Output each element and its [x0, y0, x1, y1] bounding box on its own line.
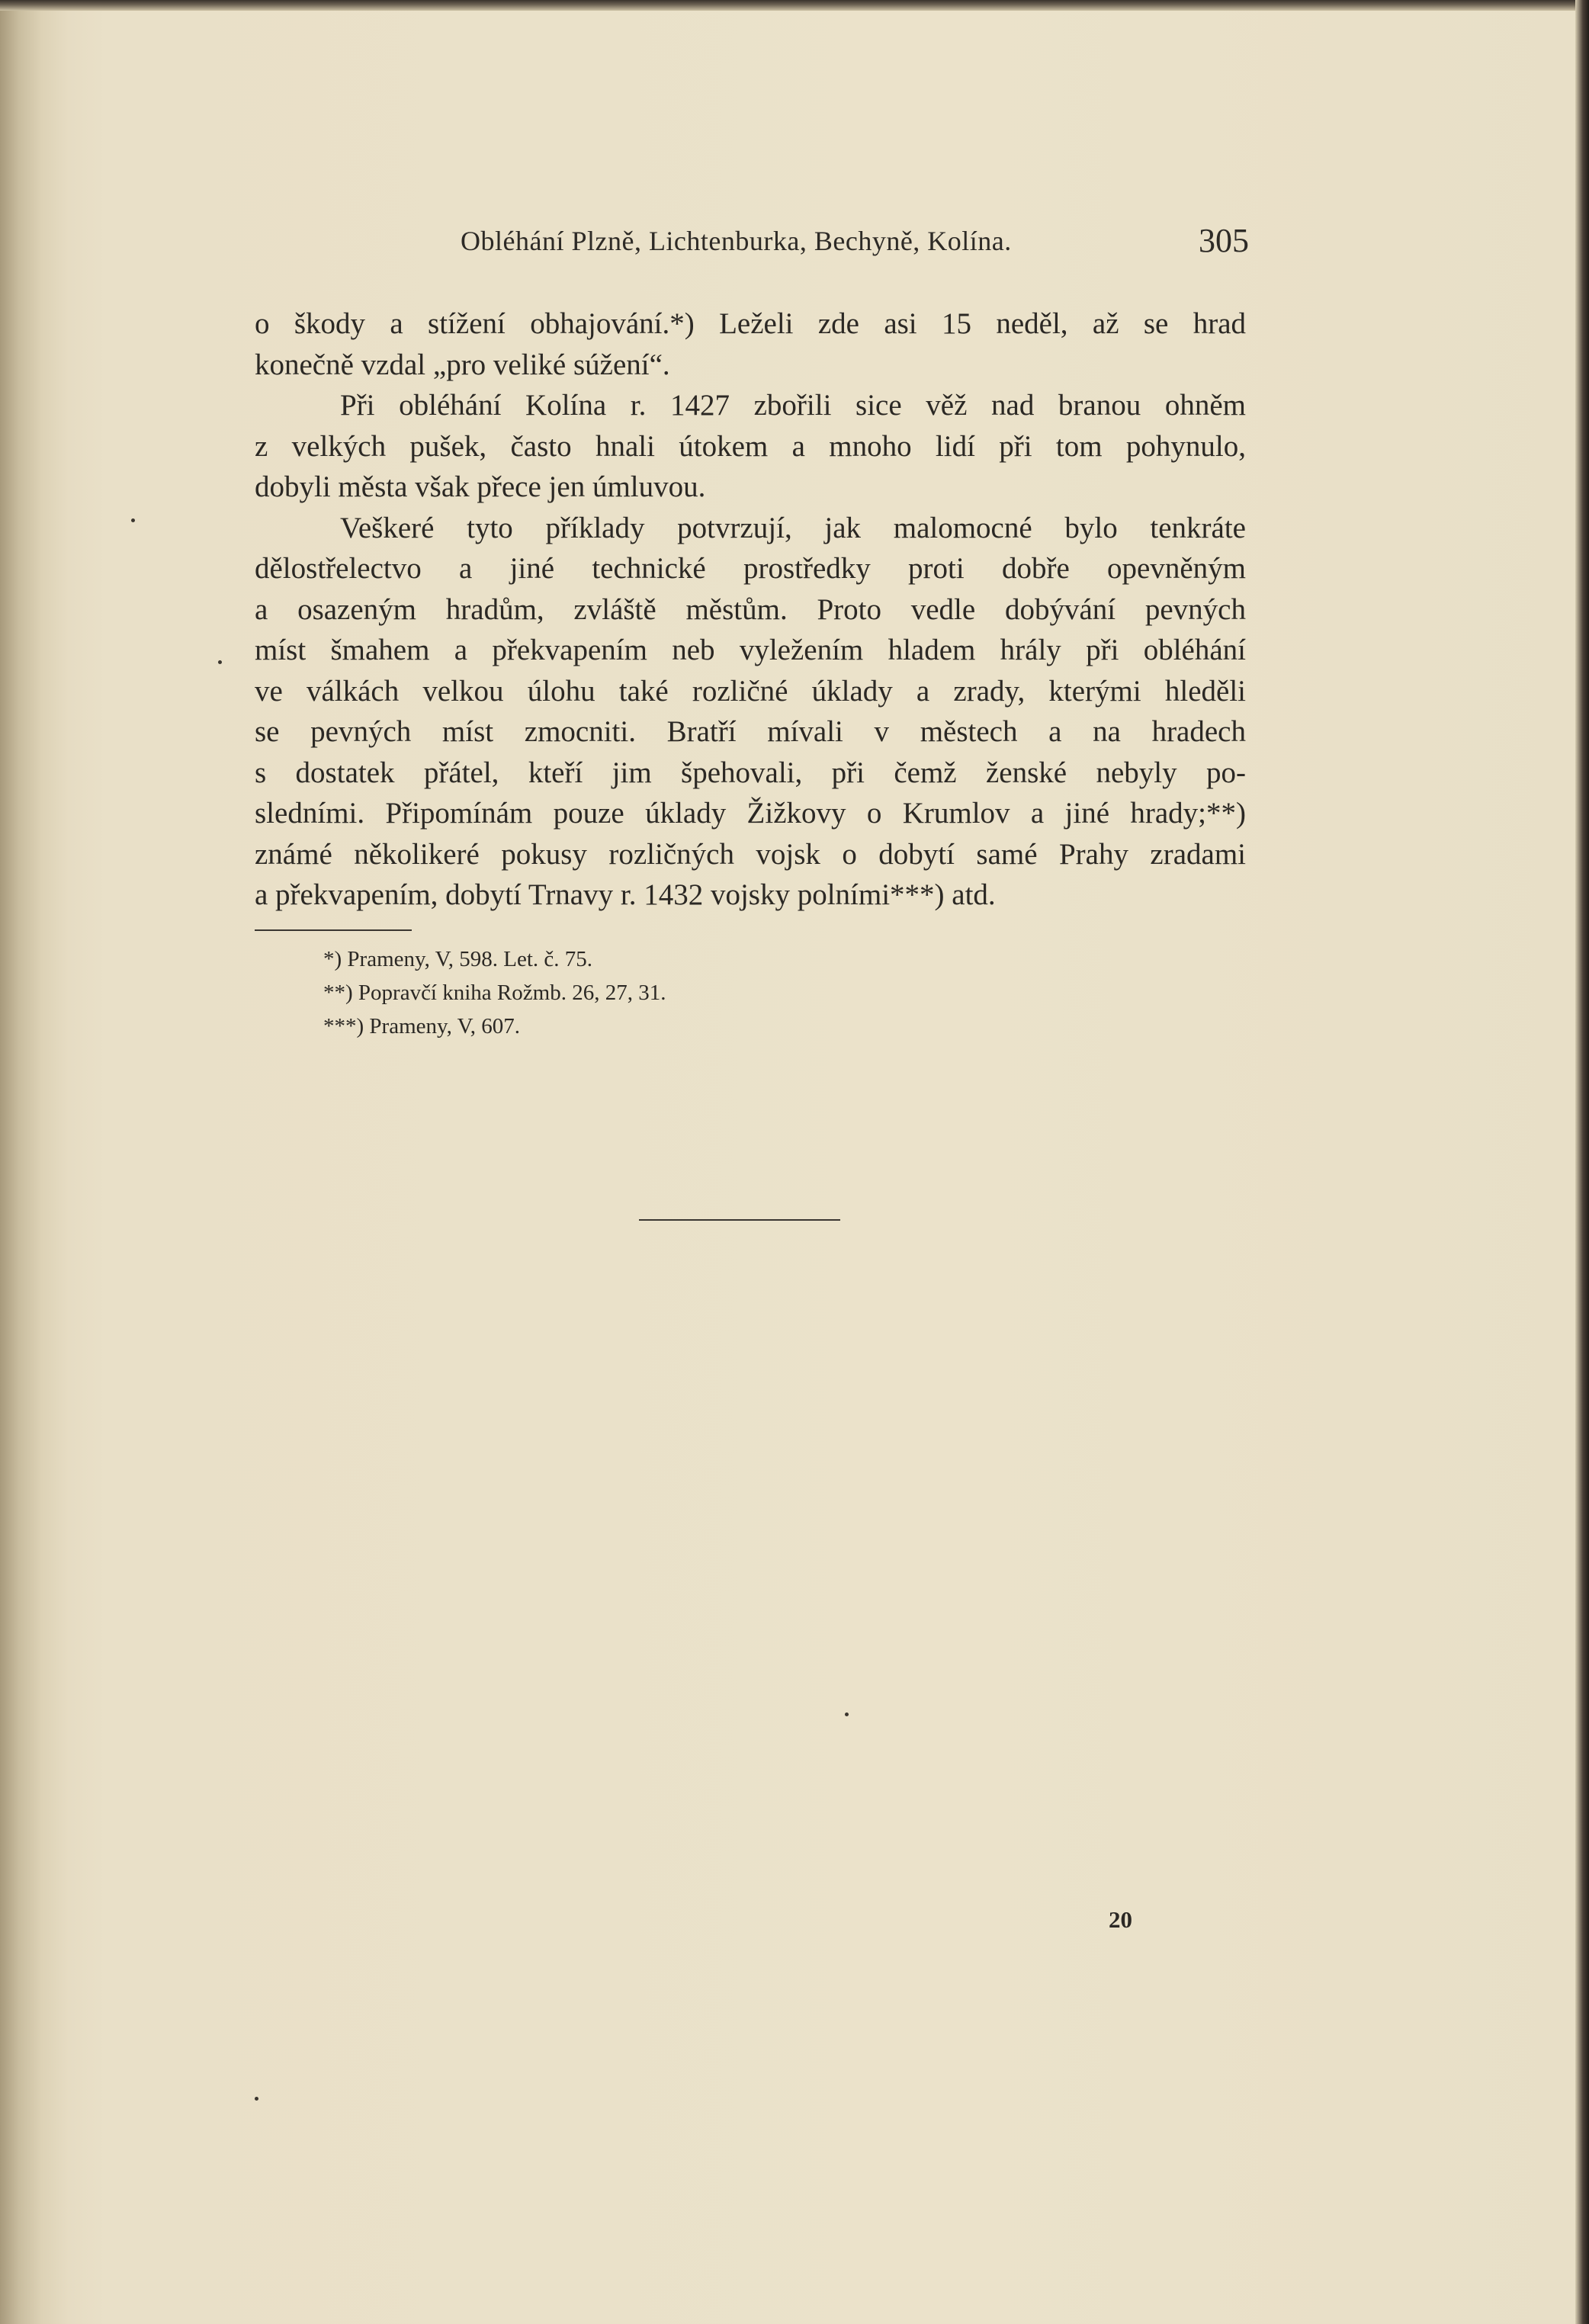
- text-line: dobyli města však přece jen úmluvou.: [255, 470, 706, 503]
- signature-mark: 20: [1109, 1906, 1132, 1933]
- page-number: 305: [1199, 222, 1249, 259]
- section-end-rule: [639, 1219, 840, 1221]
- text-line: se pevných míst zmocniti. Bratří mívali v městech a na hradech: [255, 715, 1246, 748]
- text-line: o škody a stížení obhajování.*) Leželi zde asi 15 neděl, až se hrad: [255, 307, 1246, 340]
- footnotes: [323, 942, 666, 1043]
- text-line: ve válkách velkou úlohu také rozličné úklady a zrady, kterými hleděli: [255, 674, 1246, 708]
- text-line: s dostatek přátel, kteří jim špehovali, při čemž ženské nebyly po-: [255, 756, 1246, 789]
- paper-speck: [845, 1713, 849, 1716]
- running-head: Obléhání Plzně, Lichtenburka, Bechyně, Kolína.: [461, 226, 1012, 256]
- text-line: konečně vzdal „pro veliké súžení“.: [255, 348, 670, 381]
- text-line: z velkých pušek, často hnali útokem a mnoho lidí při tom pohynulo,: [255, 429, 1246, 463]
- footnote: ***) Prameny, V, 607.: [323, 1014, 521, 1038]
- text-line: a osazeným hradům, zvláště městům. Proto vedle dobývání pevných: [255, 592, 1246, 626]
- text-line: Při obléhání Kolína r. 1427 zbořili sice věž nad branou ohněm: [340, 389, 1246, 422]
- text-line: míst šmahem a překvapením neb vyležením hladem hrály při obléhání: [255, 634, 1246, 666]
- footnote: **) Popravčí kniha Rožmb. 26, 27, 31.: [323, 981, 666, 1005]
- text-line: známé několikeré pokusy rozličných vojsk o dobytí samé Prahy zradami: [255, 837, 1246, 871]
- paper-speck: [255, 2097, 258, 2101]
- text-line: a překvapením, dobytí Trnavy r. 1432 vojsky polními***) atd.: [255, 878, 996, 911]
- text-line: sledními. Připomínám pouze úklady Žižkovy o Krumlov a jiné hrady;**): [255, 797, 1246, 830]
- footnote: *) Prameny, V, 598. Let. č. 75.: [323, 947, 593, 971]
- text-line: dělostřelectvo a jiné technické prostředky proti dobře opevněným: [255, 552, 1246, 585]
- text-line: Veškeré tyto příklady potvrzují, jak malomocné bylo tenkráte: [340, 511, 1246, 544]
- body-text: [255, 303, 1246, 916]
- paper-speck: [131, 518, 135, 522]
- paper-speck: [218, 660, 222, 664]
- page-right-edge: [1575, 0, 1589, 2324]
- footnote-rule: [255, 929, 412, 931]
- page-top-edge: [0, 0, 1589, 11]
